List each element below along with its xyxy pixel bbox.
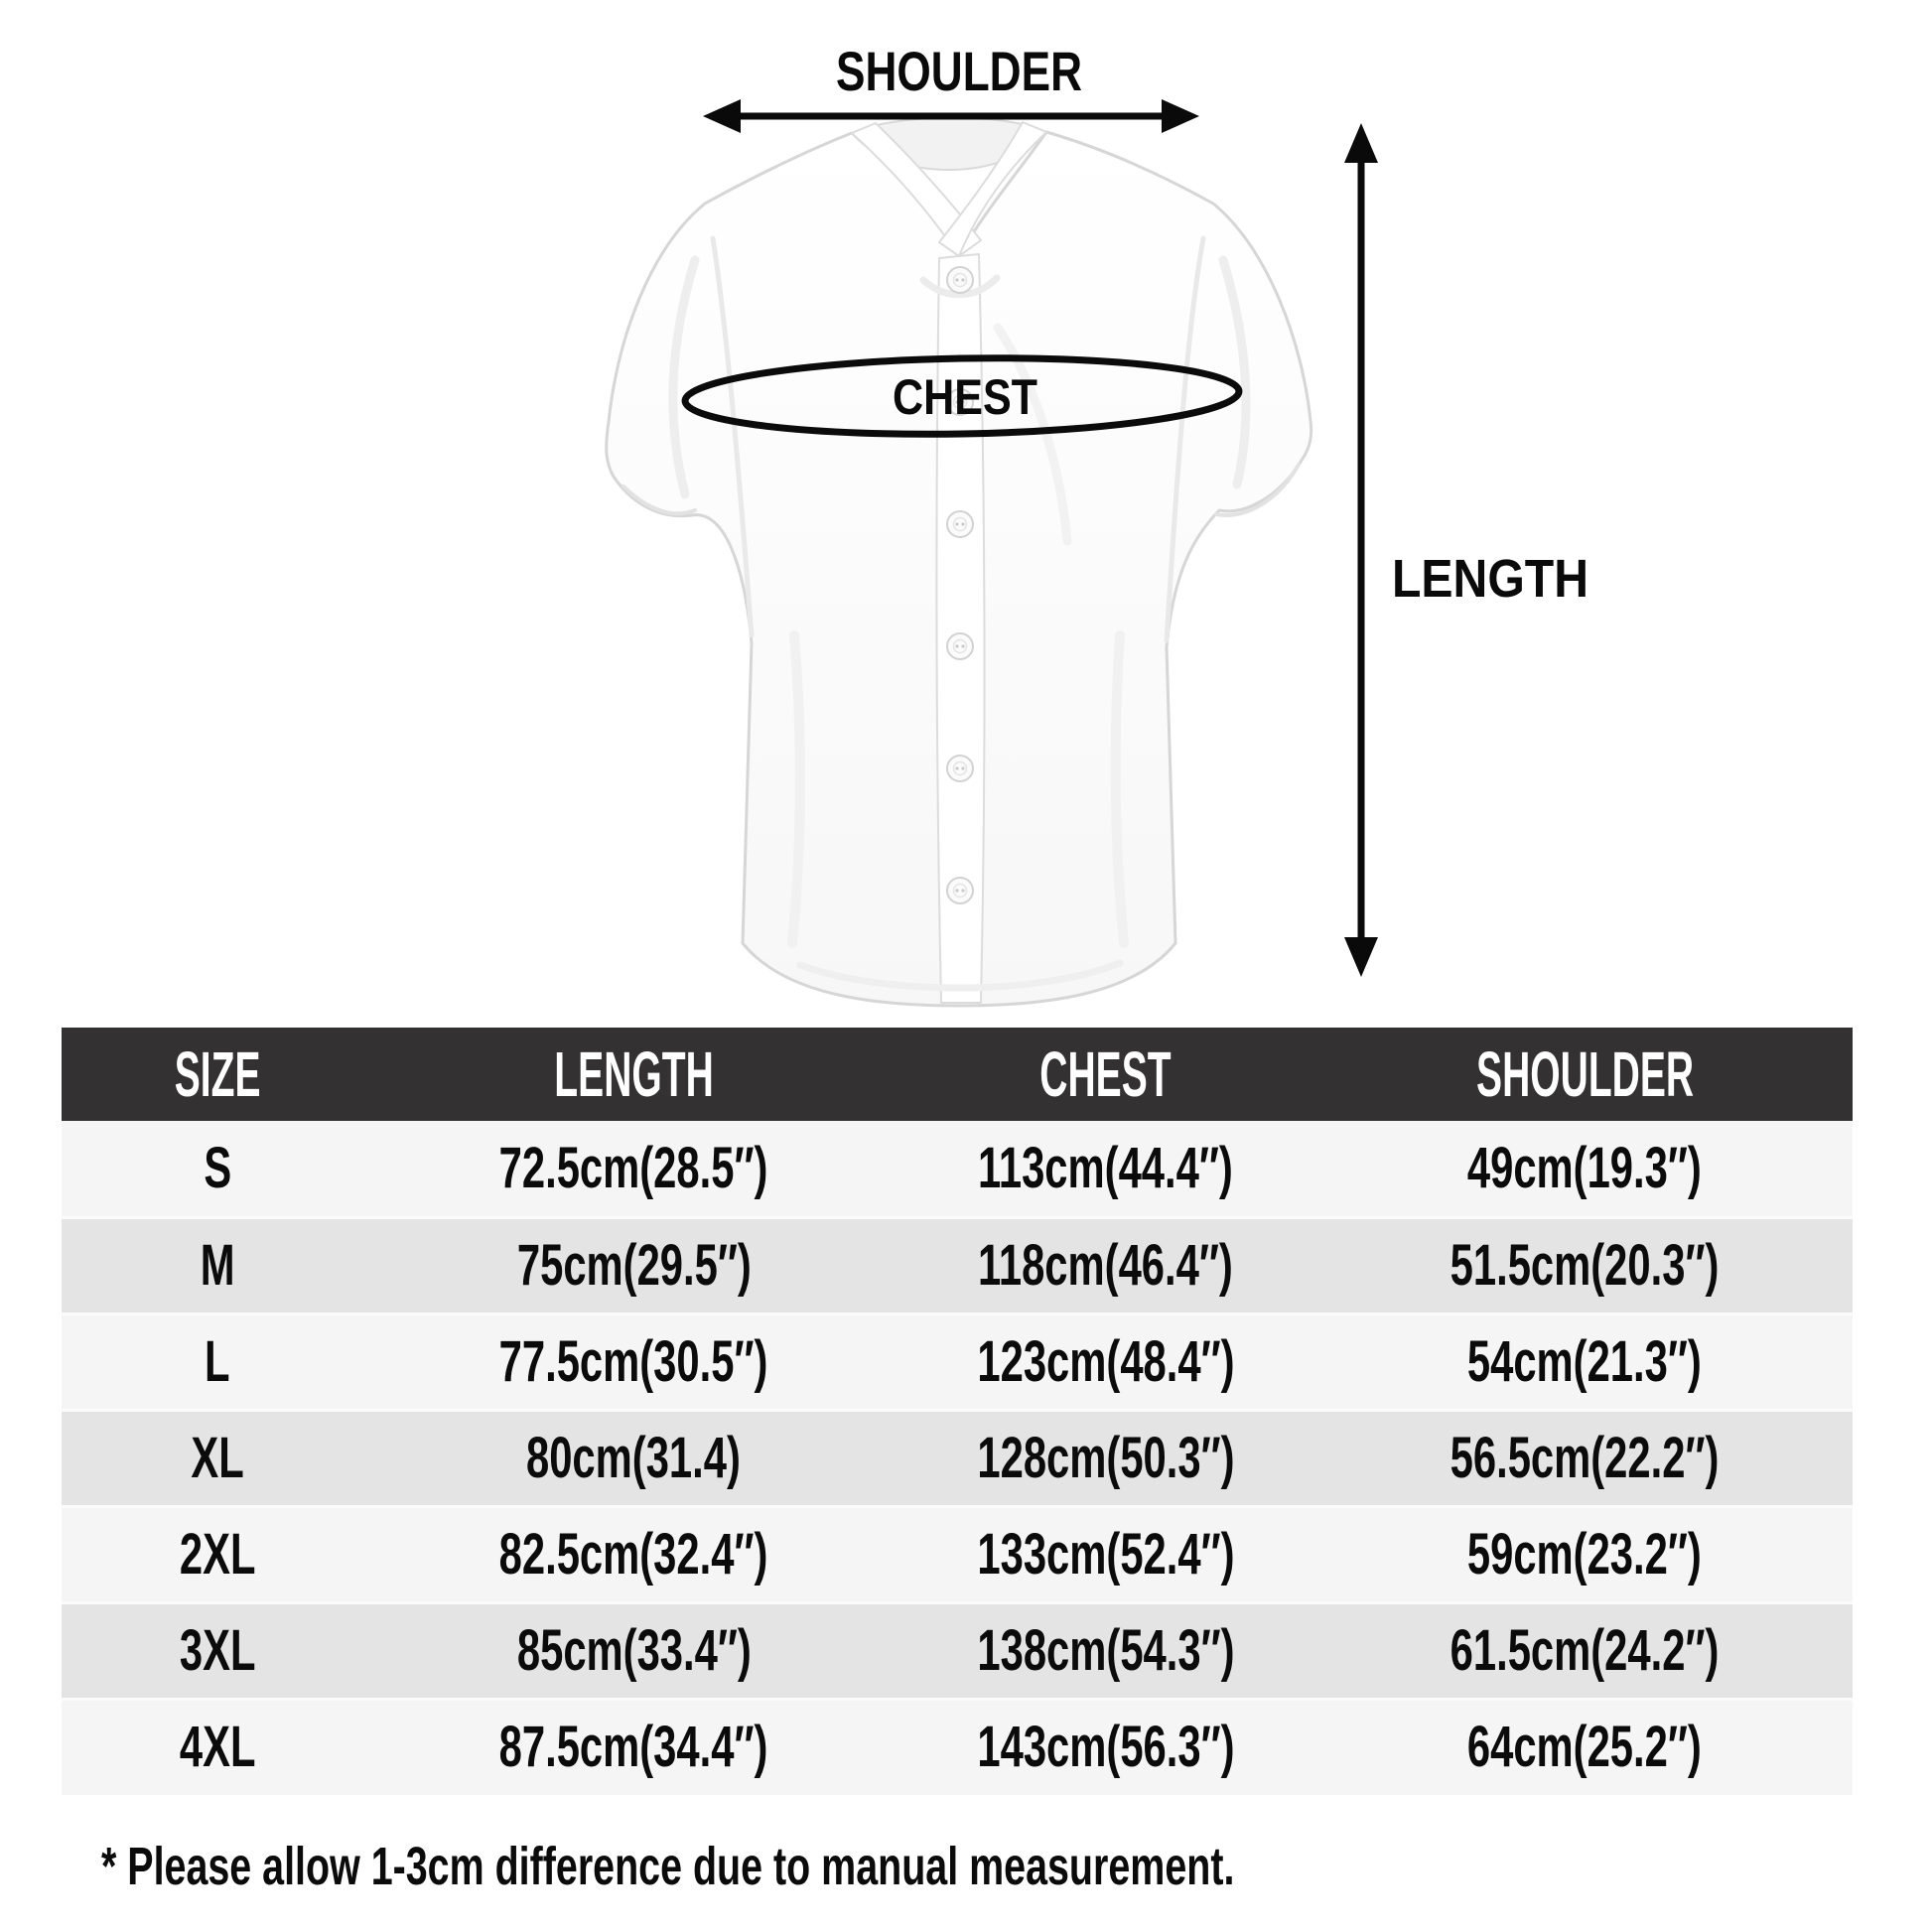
button [947,878,973,903]
length-value: 75cm(29.5″) [516,1232,752,1298]
size-value: L [205,1328,230,1394]
cell-shoulder [1317,1506,1853,1602]
table-row-xl [62,1410,1853,1506]
table-header-row [62,1028,1853,1121]
header-cell-length [373,1028,895,1121]
cell-shoulder [1317,1699,1853,1795]
length-value: 85cm(33.4″) [516,1617,752,1683]
cell-shoulder [1317,1217,1853,1313]
chest-value: 118cm(46.4″) [978,1232,1234,1298]
length-value: 72.5cm(28.5″) [499,1135,768,1200]
button [947,756,973,781]
cell-shoulder [1317,1313,1853,1410]
cell-chest [895,1121,1317,1217]
length-height-arrow-icon [1344,123,1378,977]
length-value: 80cm(31.4) [526,1425,742,1490]
cell-chest [895,1410,1317,1506]
cell-length [373,1410,895,1506]
header-label: CHEST [1039,1038,1172,1110]
shoulder-label: SHOULDER [836,40,1082,102]
shoulder-value: 61.5cm(24.2″) [1449,1617,1720,1683]
cell-chest [895,1699,1317,1795]
size-table-header [62,1028,1853,1121]
cell-length [373,1602,895,1699]
chest-value: 133cm(52.4″) [977,1521,1235,1587]
measurement-note-text: * Please allow 1-3cm difference due to manual measurement. [101,1837,1235,1896]
shoulder-value: 51.5cm(20.3″) [1449,1232,1720,1298]
length-label: LENGTH [1392,549,1588,609]
cell-length [373,1217,895,1313]
header-label: SHOULDER [1475,1038,1694,1110]
chest-value: 123cm(48.4″) [977,1328,1235,1394]
jersey-illustration [607,117,1311,1006]
cell-chest [895,1313,1317,1410]
cell-length [373,1506,895,1602]
size-value: XL [191,1425,244,1490]
cell-size [62,1121,373,1217]
table-row-l [62,1313,1853,1410]
cell-size [62,1699,373,1795]
length-value: 87.5cm(34.4″) [499,1715,768,1780]
button [947,267,973,293]
size-value: 3XL [179,1617,256,1683]
chest-value: 138cm(54.3″) [977,1617,1235,1683]
size-table [62,1028,1853,1795]
shoulder-value: 64cm(25.2″) [1467,1715,1703,1780]
shoulder-annotation [703,40,1199,133]
cell-length [373,1121,895,1217]
measurement-note [101,1835,1654,1899]
length-value: 82.5cm(32.4″) [499,1521,768,1587]
size-value: S [204,1135,231,1200]
size-value: 2XL [179,1521,256,1587]
shoulder-value: 54cm(21.3″) [1467,1328,1703,1394]
cell-length [373,1699,895,1795]
cell-size [62,1217,373,1313]
cell-size [62,1410,373,1506]
header-label: LENGTH [554,1038,714,1110]
cell-chest [895,1602,1317,1699]
size-value: M [200,1232,235,1298]
cell-shoulder [1317,1410,1853,1506]
chest-label: CHEST [893,369,1037,425]
chest-value: 143cm(56.3″) [977,1715,1235,1780]
cell-shoulder [1317,1121,1853,1217]
shoulder-value: 56.5cm(22.2″) [1449,1425,1720,1490]
shoulder-value: 59cm(23.2″) [1467,1521,1703,1587]
cell-size [62,1313,373,1410]
size-value: 4XL [179,1715,256,1780]
button [947,633,973,659]
shoulder-value: 49cm(19.3″) [1467,1135,1703,1200]
cell-chest [895,1217,1317,1313]
cell-length [373,1313,895,1410]
cell-chest [895,1506,1317,1602]
chest-value: 113cm(44.4″) [978,1135,1234,1200]
header-cell-chest [895,1028,1317,1121]
table-row-s [62,1121,1853,1217]
length-annotation [1344,123,1588,977]
header-label: SIZE [174,1038,261,1110]
button [947,511,973,537]
table-row-4xl [62,1699,1853,1795]
header-cell-shoulder [1317,1028,1853,1121]
table-row-m [62,1217,1853,1313]
length-value: 77.5cm(30.5″) [499,1328,768,1394]
chest-value: 128cm(50.3″) [977,1425,1235,1490]
header-cell-size [62,1028,373,1121]
cell-shoulder [1317,1602,1853,1699]
cell-size [62,1602,373,1699]
table-row-2xl [62,1506,1853,1602]
cell-size [62,1506,373,1602]
table-row-3xl [62,1602,1853,1699]
